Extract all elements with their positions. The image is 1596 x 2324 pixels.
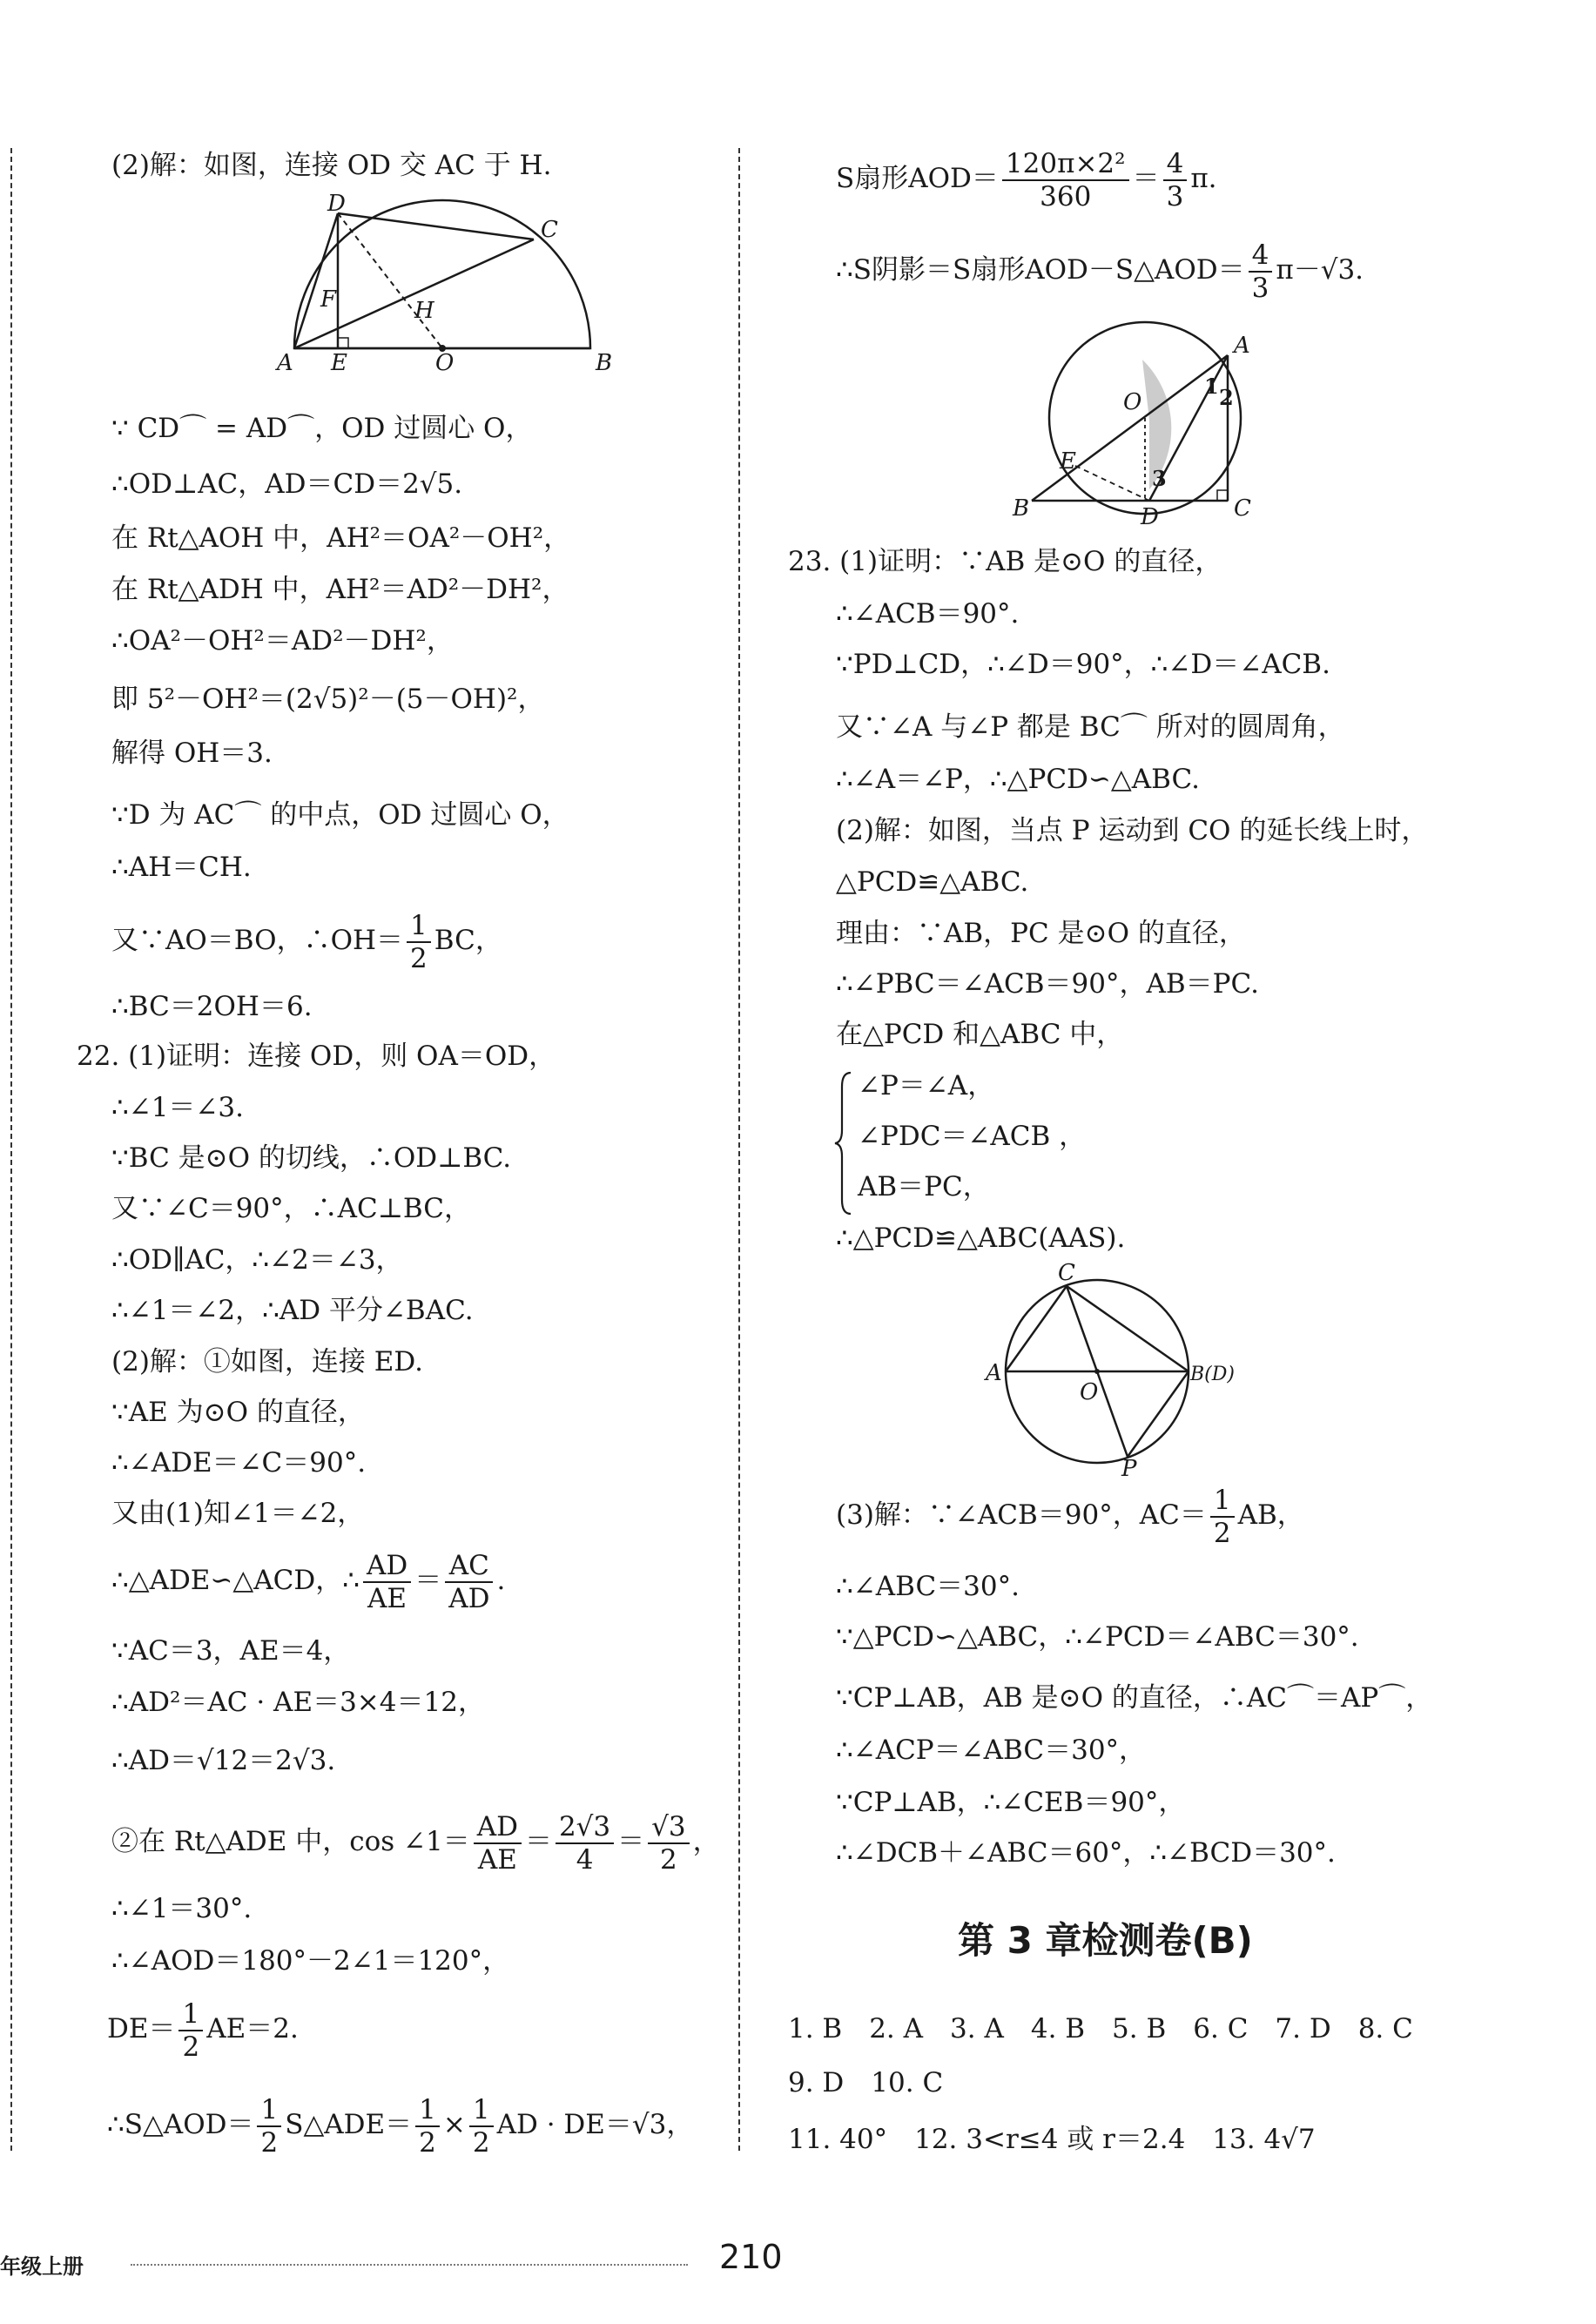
text-line: 解得 OH＝3. [111,738,273,769]
text-line: (2)解：①如图，连接 ED. [111,1346,423,1378]
text-line: ∵CP⊥AB，AB 是⊙O 的直径，∴AC⌒＝AP⌒， [836,1682,1433,1714]
text-line: ∴∠PBC＝∠ACB＝90°，AB＝PC. [836,968,1259,1000]
label-D: D [327,191,346,217]
text-line: ∴∠ABC＝30°. [836,1571,1020,1602]
angle-label-2: 2 [1219,385,1234,410]
text-line: ∴∠1＝∠2，∴AD 平分∠BAC. [111,1295,474,1326]
label-C: C [541,217,558,243]
page-number: 210 [719,2238,783,2276]
text-line: ∵AE 为⊙O 的直径， [111,1397,365,1428]
chapter-title: 第 3 章检测卷(B) [958,1919,1253,1962]
text-line: (2)解：如图，当点 P 运动到 CO 的延长线上时， [836,815,1429,846]
text-line: ∴OD∥AC，∴∠2＝∠3， [111,1244,403,1276]
text-line: 理由：∵AB，PC 是⊙O 的直径， [836,918,1246,949]
label-H: H [414,298,434,324]
text-line: ∵PD⊥CD，∴∠D＝90°，∴∠D＝∠ACB. [836,649,1330,680]
text-line-fraction: ②在 Rt△ADE 中，cos ∠1＝ $\frac{AD}{AE}$ ＝ $\frac{2√3}{4}$ ＝ $\frac{√3}{2}$ ， [111,1810,720,1876]
answer-line: 1. B 2. A 3. A 4. B 5. B 6. C 7. D 8. C [788,2013,1413,2044]
text-line-fraction: DE＝ $\frac{1}{2}$ AE＝2. [107,1997,299,2063]
footer-grade-label: 年级上册 [0,2254,84,2279]
label-O: O [1123,389,1142,415]
text-line: ∴AD²＝AC · AE＝3×4＝12， [111,1687,485,1718]
text-line: ∴∠ADE＝∠C＝90°. [111,1447,367,1479]
label-D: D [1141,504,1159,530]
question-22: 22. (1)证明：连接 OD，则 OA＝OD， [77,1041,556,1072]
text-line-fraction: ∴△ADE∽△ACD，∴ $\frac{AD}{AE}$ ＝ $\frac{AC}{AD}$ . [111,1549,506,1614]
figure-circle-tangent [1006,322,1284,530]
label-E: E [331,350,347,376]
text-line: ∴OD⊥AC，AD＝CD＝2√5. [111,468,463,500]
label-B: B [596,350,613,376]
figure-circle-diameter [986,1260,1235,1482]
text-line: ∴△PCD≌△ABC(AAS). [836,1223,1126,1254]
text-line: ∵△PCD∽△ABC，∴∠PCD＝∠ABC＝30°. [836,1621,1359,1653]
text-line: ∴AD＝√12＝2√3. [111,1745,336,1776]
angle-label-1: 1 [1204,374,1219,399]
label-B: B [1013,495,1030,522]
text-line: ∴∠ACP＝∠ABC＝30°， [836,1735,1147,1766]
text-line: ∴∠DCB＋∠ABC＝60°，∴∠BCD＝30°. [836,1837,1336,1869]
text-line: ∠PDC＝∠ACB ， [858,1121,1087,1152]
text-line-fraction: ∴S阴影＝S扇形AOD－S△AOD＝ $\frac{4}{3}$ π－√3. [836,239,1364,304]
text-line: ∴AH＝CH. [111,852,252,883]
answer-line: 11. 40° 12. 3<r≤4 或 r＝2.4 13. 4√7 [788,2124,1316,2155]
text-line-fraction: ∴S△AOD＝ $\frac{1}{2}$ S△ADE＝ $\frac{1}{2}$ × $\frac{1}{2}$ AD · DE＝√3， [107,2093,694,2159]
label-C: C [1058,1260,1075,1286]
text-line-fraction: (3)解：∵∠ACB＝90°，AC＝ $\frac{1}{2}$ AB， [836,1484,1304,1549]
text-line-fraction: 又∵AO＝BO，∴OH＝ $\frac{1}{2}$ BC， [111,909,502,974]
text-line: 即 5²－OH²＝(2√5)²－(5－OH)²， [111,684,545,715]
label-F: F [320,286,337,313]
text-line: ∴∠AOD＝180°－2∠1＝120°， [111,1945,510,1977]
label-P: P [1121,1456,1137,1482]
answer-line: 9. D 10. C [788,2067,944,2098]
text-line: 又∵∠A 与∠P 都是 BC⌒ 所对的圆周角， [836,711,1345,743]
label-A: A [1234,333,1250,359]
text-line: ∵AC＝3，AE＝4， [111,1635,351,1667]
label-C: C [1234,495,1251,522]
angle-label-3: 3 [1152,466,1167,491]
text-line: ∵CP⊥AB，∴∠CEB＝90°， [836,1787,1186,1818]
question-23: 23. (1)证明：∵AB 是⊙O 的直径， [788,546,1222,577]
label-O: O [435,350,455,376]
text-line: ∴∠1＝∠3. [111,1092,244,1123]
text-line: ∴BC＝2OH＝6. [111,991,313,1022]
binding-margin-center [738,148,740,2151]
text-line-fraction: S扇形AOD＝ $\frac{\text{120π×2²}}{360}$ ＝ $\frac{4}{3}$ π. [836,147,1217,212]
text-line: ∴OA²－OH²＝AD²－DH²， [111,625,454,657]
text-line: ∴∠A＝∠P，∴△PCD∽△ABC. [836,764,1200,795]
figure-semicircle [251,191,643,376]
label-E: E [1060,448,1076,475]
text-line: AB＝PC， [858,1171,990,1202]
text-line: 在△PCD 和△ABC 中， [836,1019,1124,1050]
footer-divider [131,2264,688,2266]
label-B: B(D) [1190,1364,1235,1385]
text-line: 在 Rt△ADH 中，AH²＝AD²－DH²， [111,574,569,605]
text-line: (2)解：如图，连接 OD 交 AC 于 H. [111,150,552,181]
text-line: ∴∠1＝30°. [111,1893,253,1924]
text-line: ∵ CD⌒ = AD⌒，OD 过圆心 O， [111,413,533,444]
label-O: O [1080,1379,1099,1405]
text-line: ∴∠ACB＝90°. [836,598,1020,630]
label-A: A [277,350,293,376]
text-line: 在 Rt△AOH 中，AH²＝OA²－OH²， [111,522,571,554]
text-line: △PCD≌△ABC. [836,866,1029,898]
text-line: ∵BC 是⊙O 的切线，∴OD⊥BC. [111,1142,512,1174]
text-line: 又∵∠C＝90°，∴AC⊥BC， [111,1193,471,1224]
left-brace [832,1069,858,1217]
label-A: A [986,1360,1002,1386]
text-line: 又由(1)知∠1＝∠2， [111,1498,365,1529]
binding-margin-left [10,148,12,2151]
text-line: ∠P＝∠A， [858,1070,995,1101]
text-line: ∵D 为 AC⌒ 的中点，OD 过圆心 O， [111,799,569,831]
